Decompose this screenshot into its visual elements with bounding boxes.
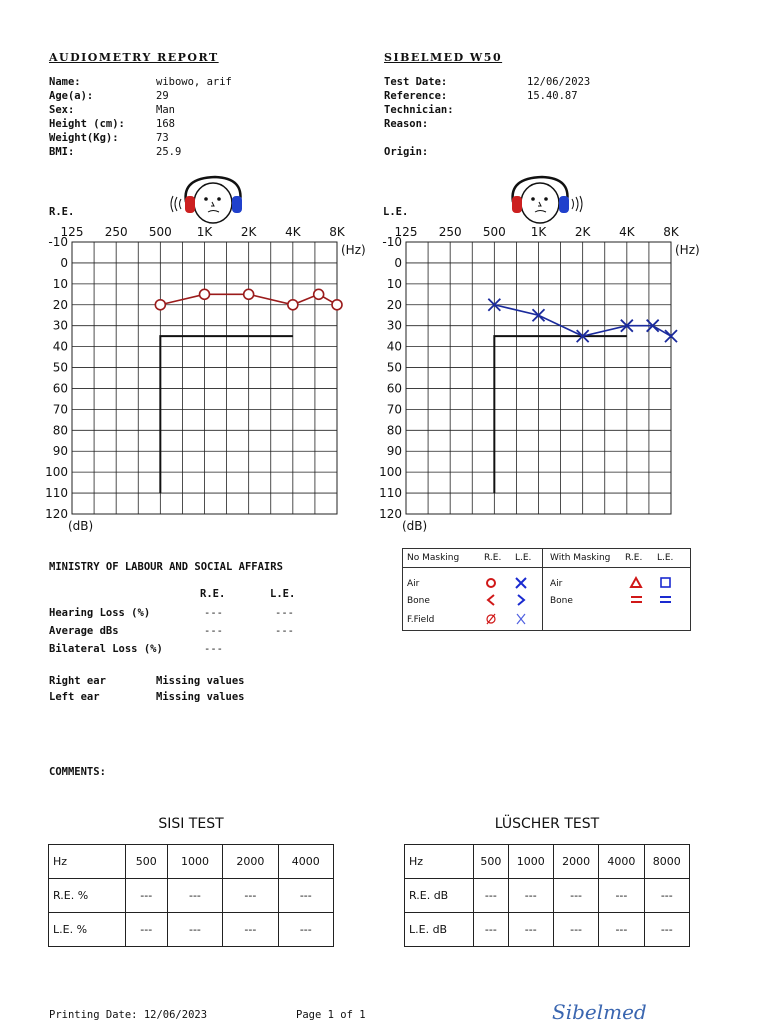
re-bone-less-icon xyxy=(488,595,494,605)
patient-age: 29 xyxy=(156,90,169,102)
luscher-row xyxy=(405,879,690,913)
device-name: SIBELMED W50 xyxy=(384,51,503,64)
le-bone-greater-icon xyxy=(518,595,524,605)
sisi-title: SISI TEST xyxy=(158,816,224,832)
luscher-cell: --- xyxy=(474,879,508,913)
re-point-circle xyxy=(244,289,254,299)
le-x-unit: (Hz) xyxy=(675,243,700,257)
sisi-cell: --- xyxy=(223,913,278,947)
sisi-cell: L.E. % xyxy=(49,913,126,947)
le-y-tick: -10 xyxy=(382,235,402,249)
re-x-tick: 500 xyxy=(148,225,172,239)
luscher-cell: --- xyxy=(599,879,644,913)
le-y-tick: 20 xyxy=(386,297,402,312)
legend-with-masking: With Masking xyxy=(550,553,611,563)
sisi-cell: --- xyxy=(223,879,278,913)
luscher-row xyxy=(405,913,690,947)
sisi-cell: 500 xyxy=(125,845,167,879)
reference: 15.40.87 xyxy=(527,90,578,102)
patient-bmi: 25.9 xyxy=(156,146,182,158)
printing-date: Printing Date: 12/06/2023 xyxy=(49,1009,208,1021)
luscher-cell: 500 xyxy=(474,845,508,879)
le-y-tick: 50 xyxy=(386,360,402,375)
re-y-tick: 60 xyxy=(52,381,68,396)
le-x-tick: 8K xyxy=(663,225,679,239)
sisi-row xyxy=(49,913,334,947)
le-air-masked-square-icon xyxy=(661,578,670,587)
re-x-tick: 250 xyxy=(104,225,128,239)
sisi-cell: 4000 xyxy=(278,845,333,879)
luscher-cell: --- xyxy=(644,913,689,947)
patient-weight: 73 xyxy=(156,132,169,144)
le-y-tick: 60 xyxy=(386,381,402,396)
right-ear-label: Right ear xyxy=(49,675,106,687)
le-air-x-icon xyxy=(516,578,526,588)
luscher-cell: --- xyxy=(553,879,598,913)
le-y-tick: 0 xyxy=(394,255,402,270)
right-ear-audiogram xyxy=(30,222,370,537)
le-y-tick: 110 xyxy=(379,486,402,501)
re-y-tick: 90 xyxy=(52,444,68,459)
weight-label: Weight(Kg): xyxy=(49,132,119,144)
luscher-cell: --- xyxy=(644,879,689,913)
patient-sex: Man xyxy=(156,104,175,116)
re-x-tick: 1K xyxy=(196,225,213,239)
re-air-circle-icon xyxy=(487,579,495,587)
average-dbs-le: --- xyxy=(275,625,294,637)
le-y-tick: 90 xyxy=(386,444,402,459)
luscher-cell: 4000 xyxy=(599,845,644,879)
bilateral-loss-value: --- xyxy=(204,643,223,655)
hearing-loss-re: --- xyxy=(204,607,223,619)
left-ear-value: Missing values xyxy=(156,691,245,703)
luscher-cell: L.E. dB xyxy=(405,913,474,947)
legend-re: R.E. xyxy=(484,553,502,563)
legend-bone: Bone xyxy=(407,596,430,606)
luscher-row xyxy=(405,845,690,879)
re-y-unit: (dB) xyxy=(68,519,94,533)
re-x-tick: 8K xyxy=(329,225,345,239)
re-y-tick: 40 xyxy=(52,339,68,354)
sisi-cell: 2000 xyxy=(223,845,278,879)
reason-label: Reason: xyxy=(384,118,429,130)
average-dbs-label: Average dBs xyxy=(49,625,119,637)
sisi-cell: --- xyxy=(278,879,333,913)
legend-symbols xyxy=(403,568,690,630)
luscher-cell: 1000 xyxy=(508,845,553,879)
test-date-label: Test Date: xyxy=(384,76,448,88)
patient-name: wibowo, arif xyxy=(156,76,232,88)
sisi-cell: --- xyxy=(278,913,333,947)
le-x-tick: 125 xyxy=(394,225,418,239)
luscher-cell: R.E. dB xyxy=(405,879,474,913)
legend-ffield: F.Field xyxy=(407,615,435,625)
ministry-le-header: L.E. xyxy=(270,588,296,600)
luscher-cell: --- xyxy=(508,879,553,913)
le-y-tick: 40 xyxy=(386,339,402,354)
re-y-tick: 50 xyxy=(52,360,68,375)
re-x-tick: 4K xyxy=(285,225,301,239)
re-x-unit: (Hz) xyxy=(341,243,366,257)
luscher-table xyxy=(404,844,690,947)
re-air-masked-triangle-icon xyxy=(631,578,641,587)
average-dbs-re: --- xyxy=(204,625,223,637)
re-point-circle xyxy=(288,300,298,310)
legend-le: L.E. xyxy=(515,553,532,563)
sisi-cell: Hz xyxy=(49,845,126,879)
patient-height: 168 xyxy=(156,118,175,130)
re-y-tick: 70 xyxy=(52,402,68,417)
right-ear-value: Missing values xyxy=(156,675,245,687)
height-label: Height (cm): xyxy=(49,118,125,130)
re-y-tick: 10 xyxy=(52,276,68,291)
ministry-title: MINISTRY OF LABOUR AND SOCIAL AFFAIRS xyxy=(49,561,283,573)
le-y-tick: 30 xyxy=(386,318,402,333)
sisi-cell: --- xyxy=(125,879,167,913)
sisi-row xyxy=(49,845,334,879)
luscher-cell: --- xyxy=(508,913,553,947)
re-y-tick: 30 xyxy=(52,318,68,333)
legend-no-masking: No Masking xyxy=(407,553,460,563)
le-x-tick: 500 xyxy=(482,225,506,239)
re-point-circle xyxy=(314,289,324,299)
luscher-cell: 2000 xyxy=(553,845,598,879)
le-y-unit: (dB) xyxy=(402,519,428,533)
sisi-cell: --- xyxy=(125,913,167,947)
re-x-tick: 125 xyxy=(60,225,84,239)
re-y-tick: 20 xyxy=(52,297,68,312)
right-ear-head-icon xyxy=(168,172,248,226)
luscher-cell: --- xyxy=(553,913,598,947)
le-x-tick: 1K xyxy=(530,225,547,239)
le-chart-label: L.E. xyxy=(383,206,409,218)
le-x-tick: 4K xyxy=(619,225,635,239)
le-y-tick: 80 xyxy=(386,423,402,438)
re-y-tick: -10 xyxy=(48,235,68,249)
left-ear-head-icon xyxy=(505,172,589,226)
luscher-cell: 8000 xyxy=(644,845,689,879)
luscher-cell: --- xyxy=(599,913,644,947)
sex-label: Sex: xyxy=(49,104,75,116)
le-x-tick: 2K xyxy=(574,225,591,239)
re-y-tick: 110 xyxy=(45,486,68,501)
origin-label: Origin: xyxy=(384,146,429,158)
re-point-circle xyxy=(332,300,342,310)
re-y-tick: 120 xyxy=(45,507,68,521)
hearing-loss-label: Hearing Loss (%) xyxy=(49,607,151,619)
le-y-tick: 10 xyxy=(386,276,402,291)
luscher-cell: Hz xyxy=(405,845,474,879)
re-y-tick: 0 xyxy=(60,255,68,270)
sisi-table xyxy=(48,844,334,947)
legend-le-masked: L.E. xyxy=(657,553,674,563)
legend-air: Air xyxy=(407,579,420,589)
re-bone-masked-icon xyxy=(631,597,642,602)
le-ffield-icon xyxy=(517,614,525,624)
legend-air-masked: Air xyxy=(550,579,563,589)
re-point-circle xyxy=(200,289,210,299)
re-chart-label: R.E. xyxy=(49,206,75,218)
luscher-title: LÜSCHER TEST xyxy=(494,816,600,832)
reference-label: Reference: xyxy=(384,90,448,102)
sibelmed-logo: Sibelmed xyxy=(552,1000,647,1024)
left-ear-label: Left ear xyxy=(49,691,100,703)
luscher-cell: --- xyxy=(474,913,508,947)
test-date: 12/06/2023 xyxy=(527,76,591,88)
sisi-row xyxy=(49,879,334,913)
re-y-tick: 80 xyxy=(52,423,68,438)
legend-bone-masked: Bone xyxy=(550,596,573,606)
page-number: Page 1 of 1 xyxy=(296,1009,366,1021)
re-point-circle xyxy=(155,300,165,310)
sisi-cell: --- xyxy=(167,913,222,947)
bilateral-loss-label: Bilateral Loss (%) xyxy=(49,643,163,655)
comments-label: COMMENTS: xyxy=(49,766,106,778)
le-y-tick: 120 xyxy=(379,507,402,521)
left-ear-audiogram xyxy=(364,222,704,537)
bmi-label: BMI: xyxy=(49,146,75,158)
symbol-legend xyxy=(402,548,691,631)
legend-re-masked: R.E. xyxy=(625,553,643,563)
le-y-tick: 70 xyxy=(386,402,402,417)
re-y-tick: 100 xyxy=(45,465,68,480)
le-x-tick: 250 xyxy=(438,225,462,239)
report-title: AUDIOMETRY REPORT xyxy=(49,51,219,64)
sisi-cell: 1000 xyxy=(167,845,222,879)
name-label: Name: xyxy=(49,76,81,88)
age-label: Age(a): xyxy=(49,90,94,102)
hearing-loss-le: --- xyxy=(275,607,294,619)
ministry-re-header: R.E. xyxy=(200,588,226,600)
le-bone-masked-icon xyxy=(660,597,671,602)
sisi-cell: --- xyxy=(167,879,222,913)
le-y-tick: 100 xyxy=(379,465,402,480)
sisi-cell: R.E. % xyxy=(49,879,126,913)
re-x-tick: 2K xyxy=(240,225,257,239)
technician-label: Technician: xyxy=(384,104,454,116)
